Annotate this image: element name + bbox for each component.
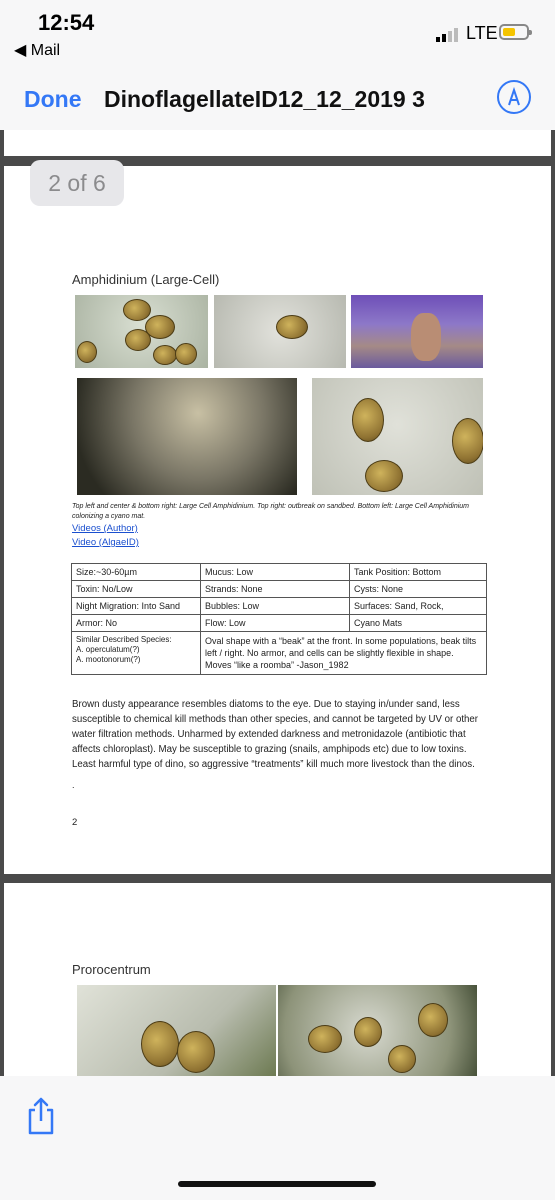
videos-author-link[interactable]: Videos (Author) [72, 523, 138, 534]
battery-icon [499, 24, 529, 40]
table-cell: Mucus: Low [201, 564, 350, 581]
network-label: LTE [466, 23, 498, 43]
markup-pen-icon[interactable] [497, 80, 531, 114]
document-title: DinoflagellateID12_12_2019 3 [104, 86, 425, 112]
back-arrow-icon: ◀ [14, 42, 27, 59]
table-cell: Strands: None [201, 581, 350, 598]
status-bar [0, 0, 555, 70]
table-cell: Flow: Low [201, 615, 350, 632]
photo-top-left [75, 295, 208, 368]
page-indicator: 2 of 6 [30, 160, 124, 206]
back-to-mail-link[interactable] [14, 40, 60, 60]
description-cell: Oval shape with a “beak” at the front. In some populations, beak tilts left / right. No armor, and cells can be slightly flexible in shape. Moves “like a roomba” -Jason_1982 [201, 632, 487, 675]
species-traits-table [71, 563, 487, 675]
photo-caption: Top left and center & bottom right: Large Cell Amphidinium. Top right: outbreak on sandbed. Bottom left: Large Cell Amphidinium colonizing a cyano mat. [72, 503, 470, 520]
back-app-label: Mail [30, 42, 61, 59]
table-cell: Surfaces: Sand, Rock, [350, 598, 487, 615]
share-icon[interactable] [26, 1096, 56, 1136]
photo-bottom-right [312, 378, 483, 495]
body-paragraph: Brown dusty appearance resembles diatoms to the eye. Due to staying in/under sand, less susceptible to chemical kill methods than other species, and cannot be targeted by UV or other water filtration methods. Unharmed by extended darkness and metronidazole (antibiotic that affects chloroplast). May be susceptible to grazing (snails, amphipods etc) due to low toxins. Least harmful type of dino, so aggressive “treatments” kill much more livestock than the dinos. [72, 699, 479, 770]
table-row [72, 598, 487, 615]
similar-species-item: A. mootonorum(?) [76, 655, 141, 664]
table-row [72, 615, 487, 632]
similar-species-label: Similar Described Species: [76, 635, 172, 644]
table-row [72, 632, 487, 675]
prorocentrum-photo-left [77, 985, 276, 1076]
table-cell: Cysts: None [350, 581, 487, 598]
page-number: 2 [72, 817, 78, 828]
table-cell: Tank Position: Bottom [350, 564, 487, 581]
done-button[interactable]: Done [24, 86, 82, 112]
similar-species-item: A. operculatum(?) [76, 645, 140, 654]
stray-dot: . [72, 780, 75, 790]
table-cell: Armor: No [72, 615, 201, 632]
table-cell: Toxin: No/Low [72, 581, 201, 598]
photo-bottom-left [77, 378, 297, 495]
home-indicator[interactable] [178, 1181, 376, 1187]
similar-species-cell [72, 632, 201, 675]
prorocentrum-photo-right [278, 985, 477, 1076]
photo-top-right [351, 295, 483, 368]
table-row [72, 581, 487, 598]
table-cell: Bubbles: Low [201, 598, 350, 615]
species-heading: Amphidinium (Large-Cell) [72, 272, 220, 287]
table-cell: Cyano Mats [350, 615, 487, 632]
photo-top-center [214, 295, 346, 368]
status-time: 12:54 [38, 10, 95, 35]
signal-icon [436, 28, 462, 42]
table-cell: Night Migration: Into Sand [72, 598, 201, 615]
table-row [72, 564, 487, 581]
video-algaeid-link[interactable]: Video (AlgaeID) [72, 537, 139, 548]
next-species-heading: Prorocentrum [72, 962, 151, 977]
previous-page-edge [4, 130, 551, 156]
table-cell: Size:~30-60µm [72, 564, 201, 581]
